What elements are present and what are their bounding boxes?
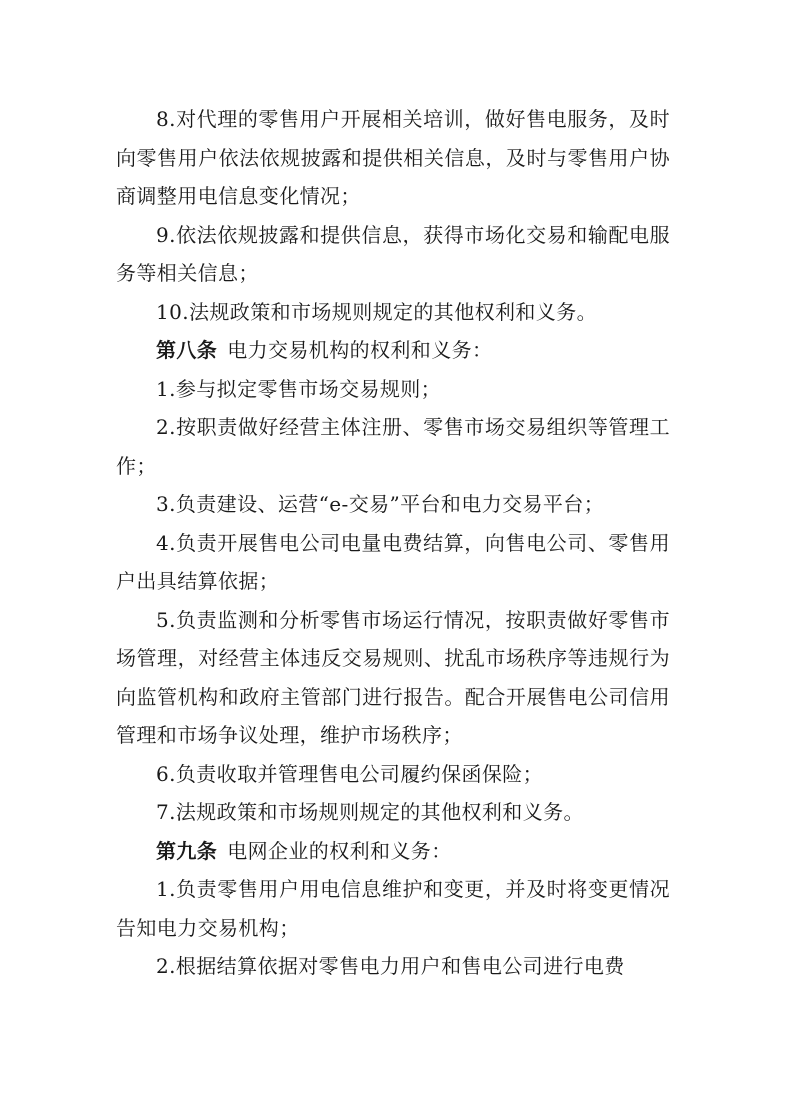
article-8-item-7: 7.法规政策和市场规则规定的其他权利和义务。 [156, 800, 584, 824]
clause-item-8: 8.对代理的零售用户开展相关培训，做好售电服务，及时向零售用户依法依规披露和提供相关信息，及时与零售用户协商调整用电信息变化情况； [116, 107, 670, 208]
article-8-item-3: 3.负责建设、运营“e-交易”平台和电力交易平台； [156, 492, 605, 516]
article-8-item-4: 4.负责开展售电公司电量电费结算，向售电公司、零售用户出具结算依据； [116, 530, 670, 593]
clause-item-9: 9.依法依规披露和提供信息，获得市场化交易和输配电服务等相关信息； [116, 222, 670, 285]
article-8-title: 电力交易机构的权利和义务： [227, 338, 493, 362]
article-9-item-1: 1.负责零售用户用电信息维护和变更，并及时将变更情况告知电力交易机构； [116, 877, 670, 940]
article-9-heading [116, 832, 670, 871]
article-9-number: 第九条 [156, 838, 218, 863]
article-8-number: 第八条 [156, 338, 218, 362]
article-8-item-1: 1.参与拟定零售市场交易规则； [156, 376, 442, 401]
article-9-item-2: 2.根据结算依据对零售电力用户和售电公司进行电费 [156, 954, 625, 978]
article-8-item-5: 5.负责监测和分析零售市场运行情况，按职责做好零售市场管理，对经营主体违反交易规则、扰乱市场秩序等违规行为向监管机构和政府主管部门进行报告。配合开展售电公司信用管理和市场争议处理，维护市场秩序； [116, 607, 670, 747]
article-8-item-6: 6.负责收取并管理售电公司履约保函保险； [156, 761, 544, 786]
article-8-heading [116, 331, 670, 370]
document-body [116, 100, 670, 986]
article-9-title: 电网企业的权利和义务： [227, 838, 452, 863]
clause-item-10: 10.法规政策和市场规则规定的其他权利和义务。 [156, 299, 598, 324]
article-8-item-2: 2.按职责做好经营主体注册、零售市场交易组织等管理工作； [116, 415, 670, 478]
